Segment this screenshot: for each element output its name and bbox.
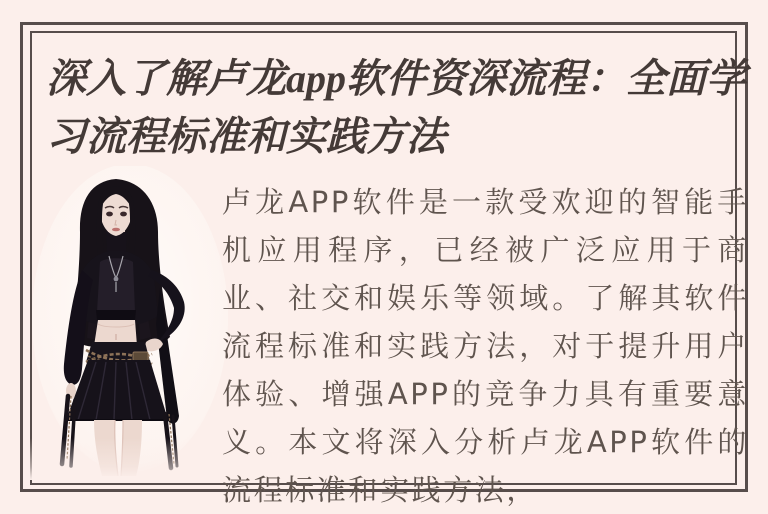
article-paragraph: 卢龙APP软件是一款受欢迎的智能手机应用程序，已经被广泛应用于商业、社交和娱乐等领域。了解其软件流程标准和实践方法，对于提升用户体验、增强APP的竞争力具有重要意义。本文将深入分析卢龙APP软件的流程标准和实践方法， [222, 185, 749, 507]
page-title: 深入了解卢龙app软件资深流程：全面学习流程标准和实践方法 [46, 56, 746, 159]
hero-image-anime-girl [30, 166, 228, 480]
anime-girl-illustration [30, 166, 228, 480]
